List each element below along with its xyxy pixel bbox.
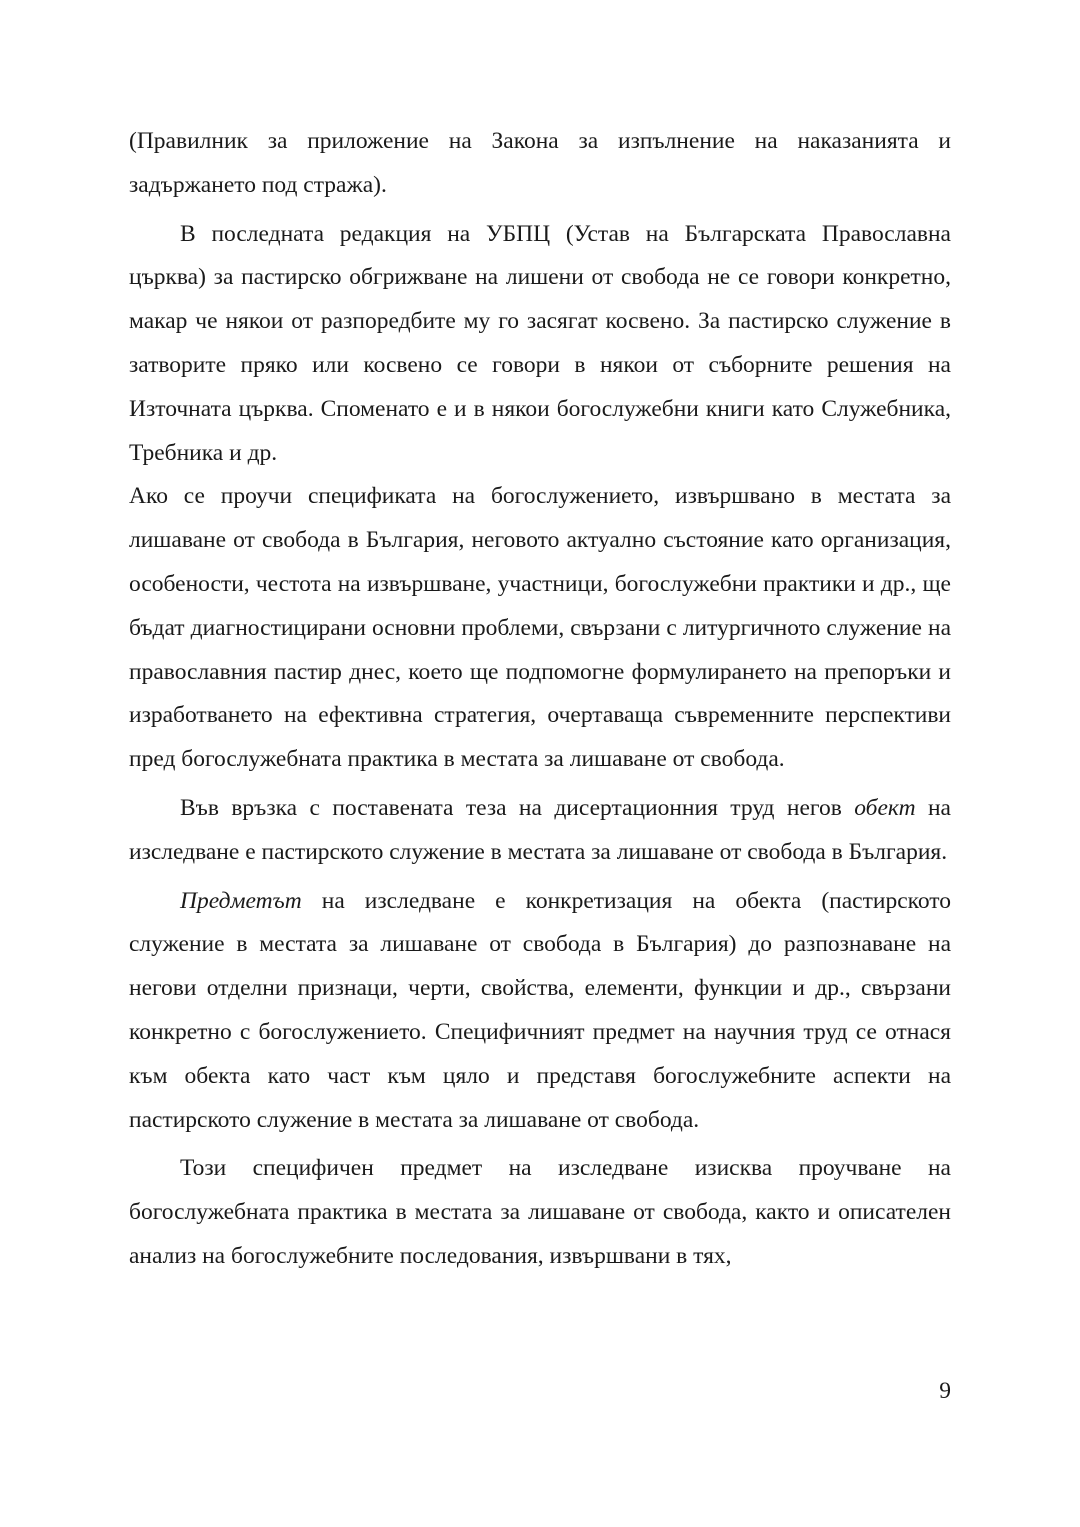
paragraph-ubpc: В последната редакция на УБПЦ (Устав на Българската Православна църква) за пастирско обгрижване на лишени от свобода не се говори конкретно, макар че някои от разпоредбите му го засягат косвено. За пастирско служение в затворите пряко или косвено се говори в някои от съборните решения на Източната църква. Споменато е и в някои богослужебни книги като Служебника, Требника и др.	[129, 220, 951, 466]
paragraph-subject	[129, 880, 951, 1143]
subject-emphasis: Предметът	[180, 887, 302, 914]
page-number: 9	[939, 1378, 951, 1404]
body-text	[129, 120, 951, 1279]
object-text-before: Във връзка с поставената теза на дисертационния труд негов	[180, 794, 855, 821]
paragraph-continuation: (Правилник за приложение на Закона за изпълнение на наказанията и задържането под стража).	[129, 128, 951, 198]
paragraph-specifics: Ако се проучи спецификата на богослужението, извършвано в местата за лишаване от свобода в България, неговото актуално състояние като организация, особености, честота на извършване, участници, богослужебни практики и др., ще бъдат диагностицирани основни проблеми, свързани с литургичното служение на православния пастир днес, което ще подпомогне формулирането на препоръки и изработването на ефективна стратегия, очертаваща съвременните перспективи пред богослужебната практика в местата за лишаване от свобода.	[129, 483, 951, 773]
object-emphasis: обект	[854, 794, 916, 821]
paragraph-object	[129, 787, 951, 875]
object-text-after: на изследване е пастирското служение в местата за лишаване от свобода в България.	[129, 794, 951, 865]
subject-text-after: на изследване е конкретизация на обекта (пастирското служение в местата за лишаване от свобода в България) до разпознаване на негови отделни признаци, черти, свойства, елементи, функции и др., свързани конкретно с богослужението. Специфичният предмет на научния труд се отнася към обекта като част към цяло и представя богослужебните аспекти на пастирското служение в местата за лишаване от свобода.	[129, 887, 951, 1133]
paragraph-specific-subject: Този специфичен предмет на изследване изисква проучване на богослужебната практика в местата за лишаване от свобода, както и описателен анализ на богослужебните последования, извършвани в тях,	[129, 1155, 951, 1269]
